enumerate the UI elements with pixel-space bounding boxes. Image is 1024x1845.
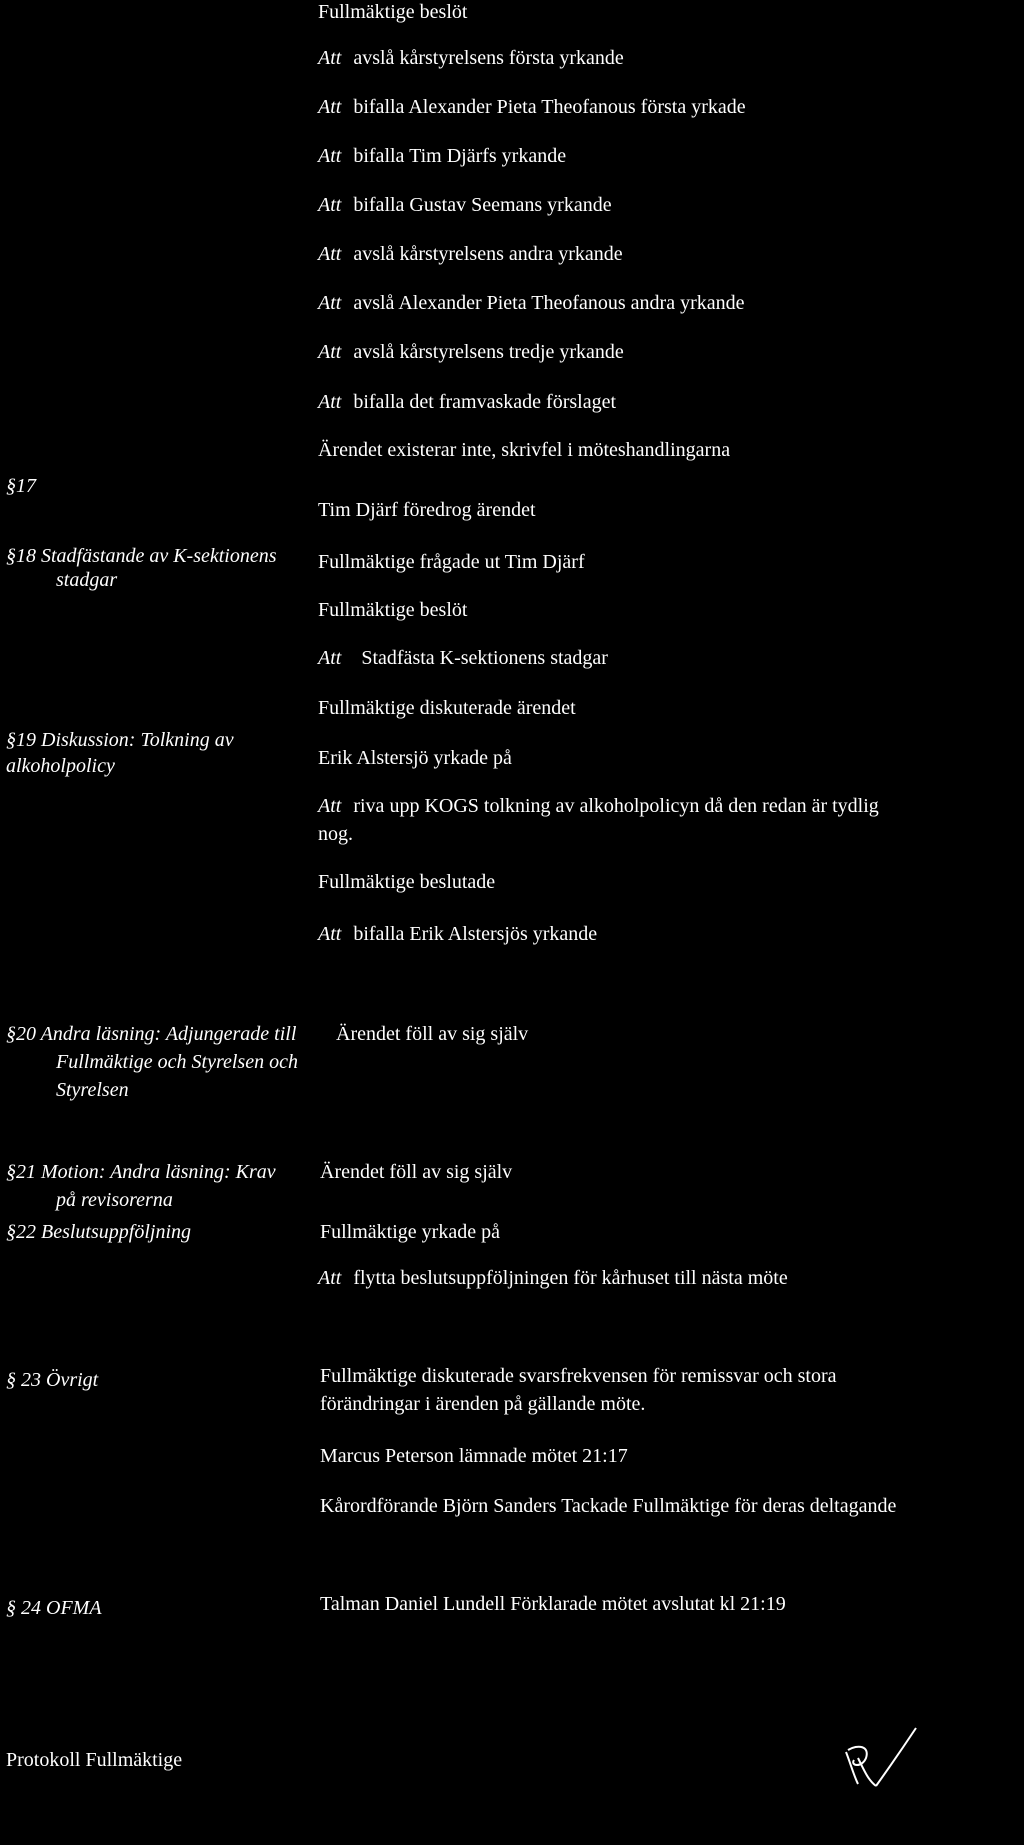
att-label: Att: [318, 923, 342, 945]
att-label: Att: [318, 795, 342, 817]
beslot-heading: Fullmäktige beslöt: [318, 1, 468, 23]
att-text: avslå kårstyrelsens första yrkande: [353, 47, 624, 69]
att-text: riva upp KOGS tolkning av alkoholpolicyn då den redan är tydlig: [353, 795, 879, 817]
footer-text: Protokoll Fullmäktige: [6, 1749, 183, 1771]
att-text: bifalla Tim Djärfs yrkande: [353, 145, 567, 167]
att-label: Att: [318, 96, 342, 118]
att-row: [318, 46, 624, 70]
s19-line2: Erik Alstersjö yrkade på: [318, 747, 512, 769]
att-label: Att: [318, 47, 342, 69]
s23-line2: Marcus Peterson lämnade mötet 21:17: [320, 1445, 628, 1467]
att-label: Att: [318, 145, 342, 167]
s22-label: §22 Beslutsuppföljning: [6, 1221, 191, 1243]
s19-label-line2: alkoholpolicy: [6, 755, 115, 777]
att-row: [318, 242, 623, 266]
s23-line3: Kårordförande Björn Sanders Tackade Fullmäktige för deras deltagande: [320, 1495, 897, 1517]
s19-att-row: [318, 794, 879, 818]
s19-line3: Fullmäktige beslutade: [318, 871, 496, 893]
att-text: avslå kårstyrelsens tredje yrkande: [353, 341, 624, 363]
s17-text: Ärendet existerar inte, skrivfel i möteshandlingarna: [318, 439, 731, 461]
s19-att2-row: [318, 922, 597, 946]
s23-line1b: förändringar i ärenden på gällande möte.: [320, 1393, 646, 1415]
att-text: avslå kårstyrelsens andra yrkande: [353, 243, 623, 265]
att-label: Att: [318, 647, 342, 669]
s20-label-line3: Styrelsen: [56, 1079, 129, 1101]
att-row: [318, 193, 612, 217]
s18-att-row: [318, 646, 608, 670]
signature-initials: [840, 1722, 940, 1802]
s23-label: § 23 Övrigt: [6, 1369, 99, 1391]
att-row: [318, 340, 624, 364]
att-text: bifalla Alexander Pieta Theofanous första yrkade: [353, 96, 746, 118]
s23-line1a: Fullmäktige diskuterade svarsfrekvensen för remissvar och stora: [320, 1365, 837, 1387]
s19-label-line1: §19 Diskussion: Tolkning av: [6, 729, 234, 751]
att-row: [318, 95, 746, 119]
s20-label-line1: §20 Andra läsning: Adjungerade till: [6, 1023, 297, 1045]
s21-label-line1: §21 Motion: Andra läsning: Krav: [6, 1161, 276, 1183]
att-row: [318, 390, 616, 414]
s17-label: §17: [6, 475, 36, 497]
att-row: [318, 291, 745, 315]
s22-att-row: [318, 1266, 788, 1290]
s18-line1: Tim Djärf föredrog ärendet: [318, 499, 536, 521]
s20-label-line2: Fullmäktige och Styrelsen och: [56, 1051, 298, 1073]
s18-line3: Fullmäktige beslöt: [318, 599, 468, 621]
att-label: Att: [318, 391, 342, 413]
att-text: bifalla det framvaskade förslaget: [353, 391, 616, 413]
s18-label-line1: §18 Stadfästande av K-sektionens: [6, 545, 277, 567]
att-text: bifalla Erik Alstersjös yrkande: [353, 923, 598, 945]
att-row: [318, 144, 566, 168]
s24-label: § 24 OFMA: [6, 1597, 102, 1619]
s19-att-text-cont: nog.: [318, 823, 353, 845]
s19-line1: Fullmäktige diskuterade ärendet: [318, 697, 576, 719]
s18-line2: Fullmäktige frågade ut Tim Djärf: [318, 551, 585, 573]
s20-text: Ärendet föll av sig själv: [336, 1023, 529, 1045]
att-label: Att: [318, 243, 342, 265]
s18-label-line2: stadgar: [56, 569, 118, 591]
att-label: Att: [318, 194, 342, 216]
att-label: Att: [318, 341, 342, 363]
att-text: bifalla Gustav Seemans yrkande: [353, 194, 612, 216]
s22-line1: Fullmäktige yrkade på: [320, 1221, 500, 1243]
att-text: flytta beslutsuppföljningen för kårhuset till nästa möte: [353, 1267, 788, 1289]
s21-text: Ärendet föll av sig själv: [320, 1161, 513, 1183]
att-text: avslå Alexander Pieta Theofanous andra yrkande: [353, 292, 745, 314]
att-label: Att: [318, 1267, 342, 1289]
s21-label-line2: på revisorerna: [56, 1189, 173, 1211]
att-label: Att: [318, 292, 342, 314]
att-text: Stadfästa K-sektionens stadgar: [361, 647, 608, 669]
s24-text: Talman Daniel Lundell Förklarade mötet avslutat kl 21:19: [320, 1593, 786, 1615]
